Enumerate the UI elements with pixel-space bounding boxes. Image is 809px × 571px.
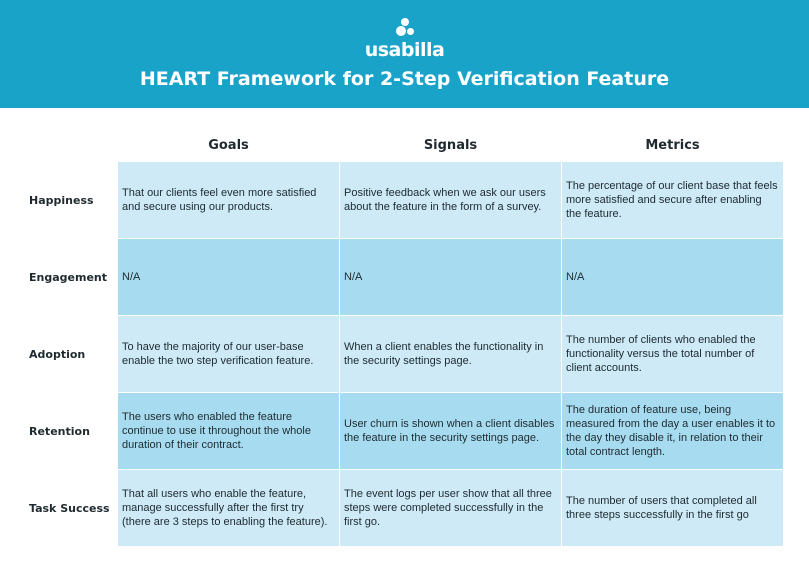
cell-adoption-goals: To have the majority of our user-base enable the two step verification feature. <box>118 316 339 392</box>
row-label-engagement: Engagement <box>29 270 107 284</box>
row-label-happiness: Happiness <box>29 193 94 207</box>
row-label-retention: Retention <box>29 424 90 438</box>
cell-adoption-metrics: The number of clients who enabled the functionality versus the total number of client accounts. <box>562 316 783 392</box>
column-header-goals: Goals <box>208 138 249 153</box>
cell-adoption-signals: When a client enables the functionality in the security settings page. <box>340 316 561 392</box>
heart-table <box>0 108 809 571</box>
cell-happiness-goals: That our clients feel even more satisfied and secure using our products. <box>118 162 339 238</box>
cell-happiness-signals: Positive feedback when we ask our users about the feature in the form of a survey. <box>340 162 561 238</box>
row-label-task-success: Task Success <box>29 501 110 515</box>
column-header-signals: Signals <box>423 138 478 153</box>
page-title: HEART Framework for 2-Step Verification Feature <box>139 68 670 90</box>
cell-task-success-signals: The event logs per user show that all three steps were completed successfully in the first go. <box>340 470 561 546</box>
cell-retention-goals: The users who enabled the feature continue to use it throughout the whole duration of their contract. <box>118 393 339 469</box>
column-header-metrics: Metrics <box>645 138 700 153</box>
logo-text: usabilla <box>364 39 445 61</box>
header-banner <box>0 0 809 108</box>
cell-task-success-goals: That all users who enable the feature, manage successfully after the first try (there are 3 steps to enabling the feature). <box>118 470 339 546</box>
usabilla-logo <box>0 18 809 62</box>
cell-engagement-goals: N/A <box>118 239 339 315</box>
row-label-adoption: Adoption <box>29 347 86 361</box>
cell-retention-metrics: The duration of feature use, being measured from the day a user enables it to the day they disable it, in relation to their total contract length. <box>562 393 783 469</box>
cell-engagement-signals: N/A <box>340 239 561 315</box>
cell-retention-signals: User churn is shown when a client disables the feature in the security settings page. <box>340 393 561 469</box>
cell-task-success-metrics: The number of users that completed all three steps successfully in the first go <box>562 470 783 546</box>
cell-engagement-metrics: N/A <box>562 239 783 315</box>
logo-bubbles-icon <box>385 18 425 38</box>
cell-happiness-metrics: The percentage of our client base that feels more satisfied and secure after enabling the feature. <box>562 162 783 238</box>
